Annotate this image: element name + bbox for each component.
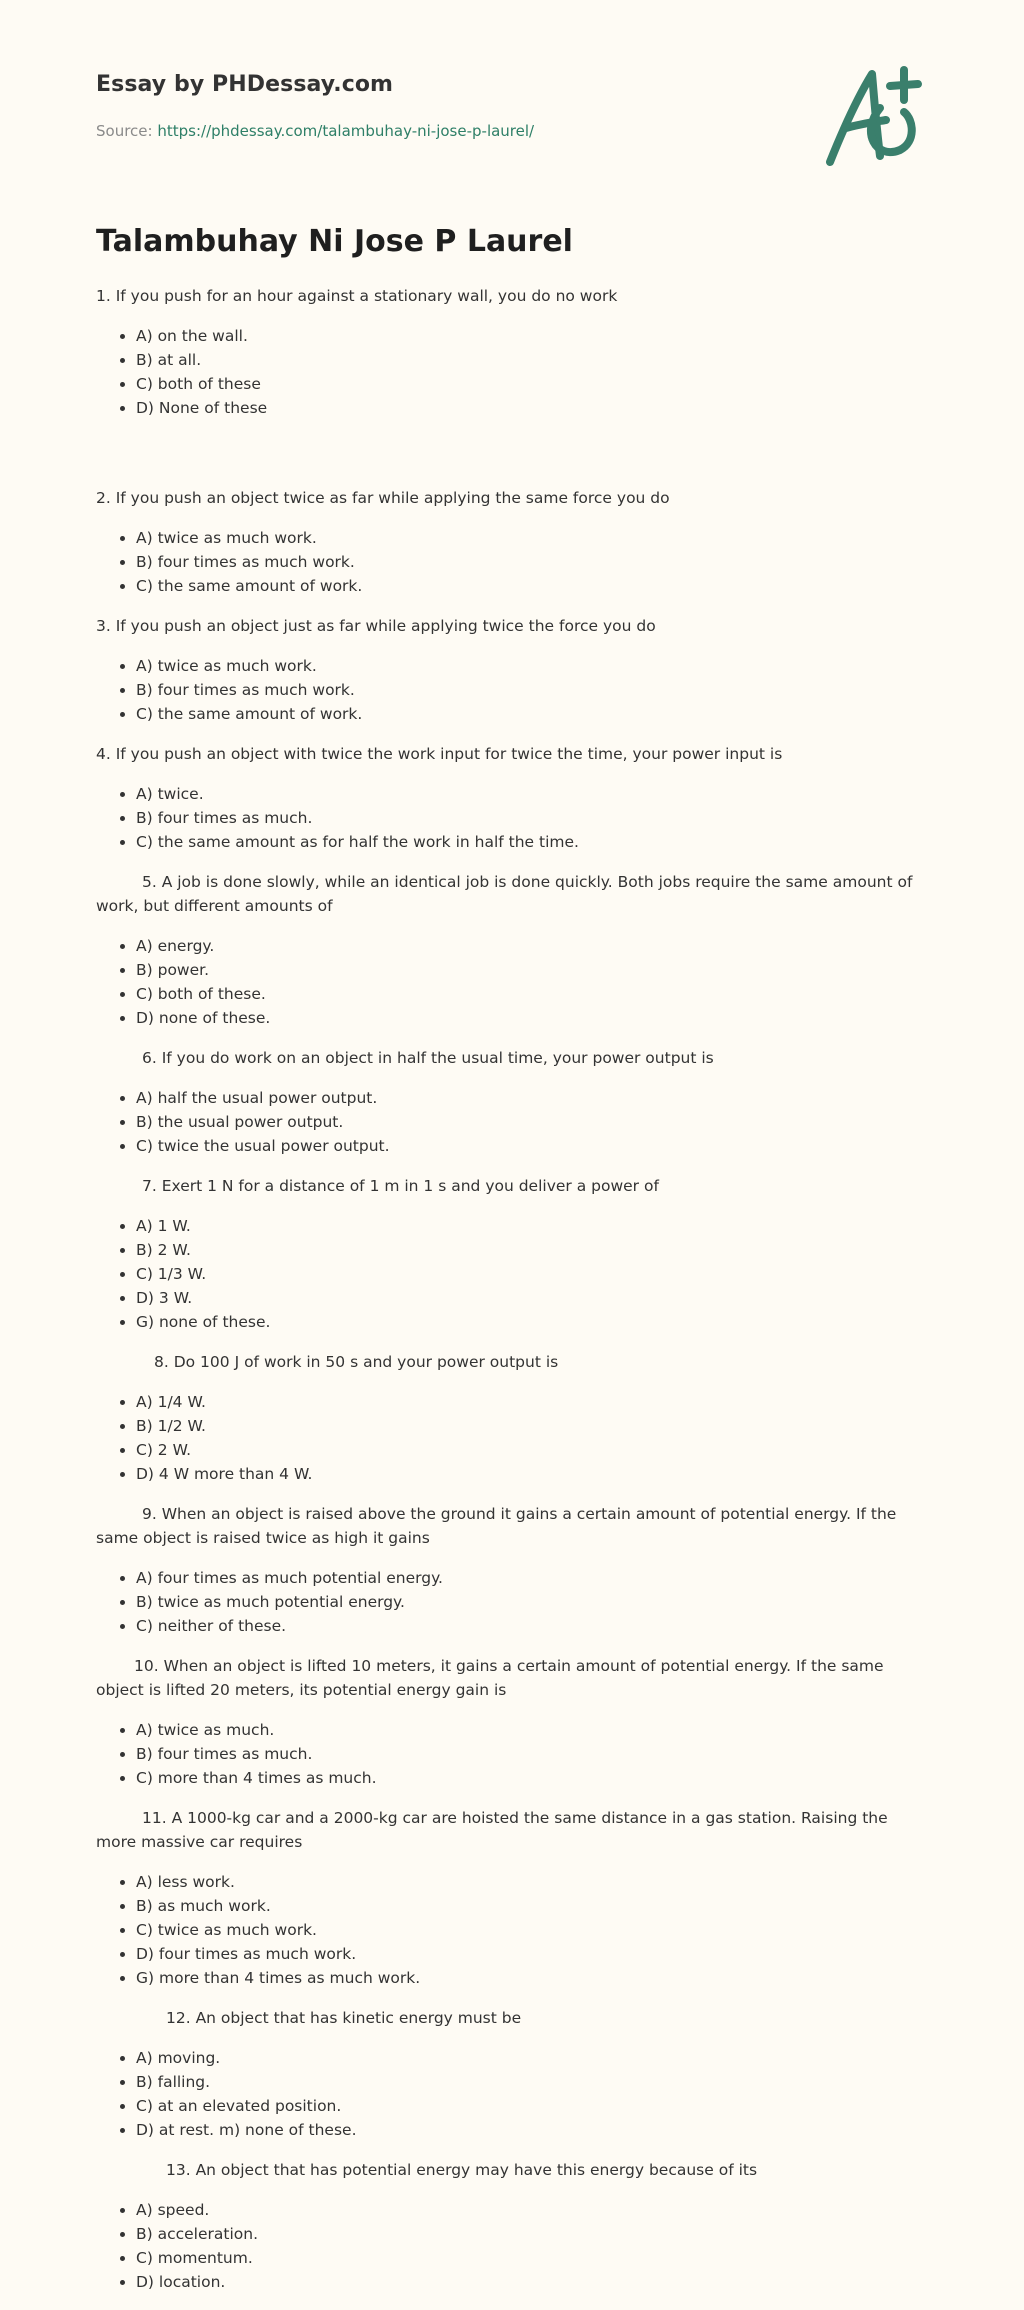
answer-option: • B) power.	[136, 958, 928, 982]
answer-option: • B) 1/2 W.	[136, 1414, 928, 1438]
answer-option: • A) half the usual power output.	[136, 1086, 928, 1110]
question-text: 6. If you do work on an object in half the usual time, your power output is	[142, 1049, 714, 1067]
answer-option: • D) 3 W.	[136, 1286, 928, 1310]
answer-option: • A) energy.	[136, 934, 928, 958]
answer-option: • B) at all.	[136, 348, 928, 372]
answer-options	[96, 934, 928, 1030]
answer-options	[96, 1214, 928, 1334]
answer-option: • D) None of these	[136, 396, 928, 420]
answer-option: • C) the same amount as for half the work in half the time.	[136, 830, 928, 854]
answer-options	[96, 526, 928, 598]
answer-option: • C) neither of these.	[136, 1614, 928, 1638]
answer-option: • A) moving.	[136, 2046, 928, 2070]
answer-option: • C) both of these	[136, 372, 928, 396]
answer-option: • B) as much work.	[136, 1894, 928, 1918]
answer-option: • B) the usual power output.	[136, 1110, 928, 1134]
answer-option: • D) at rest. m) none of these.	[136, 2118, 928, 2142]
section-spacer	[96, 436, 928, 486]
answer-options	[96, 782, 928, 854]
answer-option: • G) more than 4 times as much work.	[136, 1966, 928, 1990]
question-text: 12. An object that has kinetic energy must be	[166, 2009, 522, 2027]
answer-option: • A) twice as much.	[136, 1718, 928, 1742]
answer-option: • A) twice as much work.	[136, 654, 928, 678]
source-line	[96, 122, 534, 140]
question-text: 4. If you push an object with twice the work input for twice the time, your power input is	[96, 745, 783, 763]
answer-option: • C) twice as much work.	[136, 1918, 928, 1942]
question-text: 9. When an object is raised above the ground it gains a certain amount of potential energy. If the same object is raised twice as high it gains	[96, 1505, 897, 1547]
answer-option: • A) four times as much potential energy.	[136, 1566, 928, 1590]
question-text: 13. An object that has potential energy may have this energy because of its	[166, 2161, 758, 2179]
answer-option: • A) 1/4 W.	[136, 1390, 928, 1414]
question-text: 7. Exert 1 N for a distance of 1 m in 1 s and you deliver a power of	[142, 1177, 659, 1195]
answer-option: • A) less work.	[136, 1870, 928, 1894]
page-title: Talambuhay Ni Jose P Laurel	[96, 224, 573, 259]
question-list	[96, 284, 928, 2310]
answer-options	[96, 654, 928, 726]
answer-options	[96, 1390, 928, 1486]
question-text: 1. If you push for an hour against a stationary wall, you do no work	[96, 287, 618, 305]
answer-option: • A) speed.	[136, 2198, 928, 2222]
question-text: 2. If you push an object twice as far while applying the same force you do	[96, 489, 670, 507]
answer-option: • B) four times as much.	[136, 806, 928, 830]
answer-option: • A) twice.	[136, 782, 928, 806]
answer-option: • A) twice as much work.	[136, 526, 928, 550]
answer-option: • D) none of these.	[136, 1006, 928, 1030]
answer-option: • B) acceleration.	[136, 2222, 928, 2246]
question-text: 10. When an object is lifted 10 meters, it gains a certain amount of potential energy. If the same object is lifted 20 meters, its potential energy gain is	[96, 1657, 884, 1699]
answer-options	[96, 1870, 928, 1990]
answer-options	[96, 2046, 928, 2142]
source-label: Source:	[96, 122, 153, 140]
brand-title: Essay by PHDessay.com	[96, 72, 394, 97]
answer-options	[96, 1718, 928, 1790]
answer-option: • D) four times as much work.	[136, 1942, 928, 1966]
answer-option: • B) four times as much work.	[136, 550, 928, 574]
answer-option: • C) both of these.	[136, 982, 928, 1006]
answer-option: • C) at an elevated position.	[136, 2094, 928, 2118]
answer-option: • B) 2 W.	[136, 1238, 928, 1262]
answer-option: • C) momentum.	[136, 2246, 928, 2270]
answer-options	[96, 1086, 928, 1158]
question-text: 11. A 1000-kg car and a 2000-kg car are hoisted the same distance in a gas station. Raising the more massive car requires	[96, 1809, 888, 1851]
answer-option: • B) falling.	[136, 2070, 928, 2094]
answer-option: • B) four times as much work.	[136, 678, 928, 702]
question-text: 3. If you push an object just as far while applying twice the force you do	[96, 617, 656, 635]
answer-option: • G) none of these.	[136, 1310, 928, 1334]
answer-option: • C) 2 W.	[136, 1438, 928, 1462]
answer-option: • C) the same amount of work.	[136, 574, 928, 598]
answer-options	[96, 2198, 928, 2294]
question-text: 5. A job is done slowly, while an identical job is done quickly. Both jobs require the same amount of work, but different amounts of	[96, 873, 913, 915]
question-text: 8. Do 100 J of work in 50 s and your power output is	[154, 1353, 559, 1371]
answer-option: • C) twice the usual power output.	[136, 1134, 928, 1158]
answer-option: • C) the same amount of work.	[136, 702, 928, 726]
source-link[interactable]: https://phdessay.com/talambuhay-ni-jose-p-laurel/	[157, 122, 535, 140]
answer-option: • A) on the wall.	[136, 324, 928, 348]
answer-option: • D) location.	[136, 2270, 928, 2294]
answer-option: • C) more than 4 times as much.	[136, 1766, 928, 1790]
a-plus-logo-icon	[820, 62, 932, 170]
answer-option: • A) 1 W.	[136, 1214, 928, 1238]
answer-option: • B) four times as much.	[136, 1742, 928, 1766]
answer-option: • B) twice as much potential energy.	[136, 1590, 928, 1614]
answer-options	[96, 1566, 928, 1638]
answer-options	[96, 324, 928, 420]
answer-option: • D) 4 W more than 4 W.	[136, 1462, 928, 1486]
header	[96, 0, 928, 200]
answer-option: • C) 1/3 W.	[136, 1262, 928, 1286]
